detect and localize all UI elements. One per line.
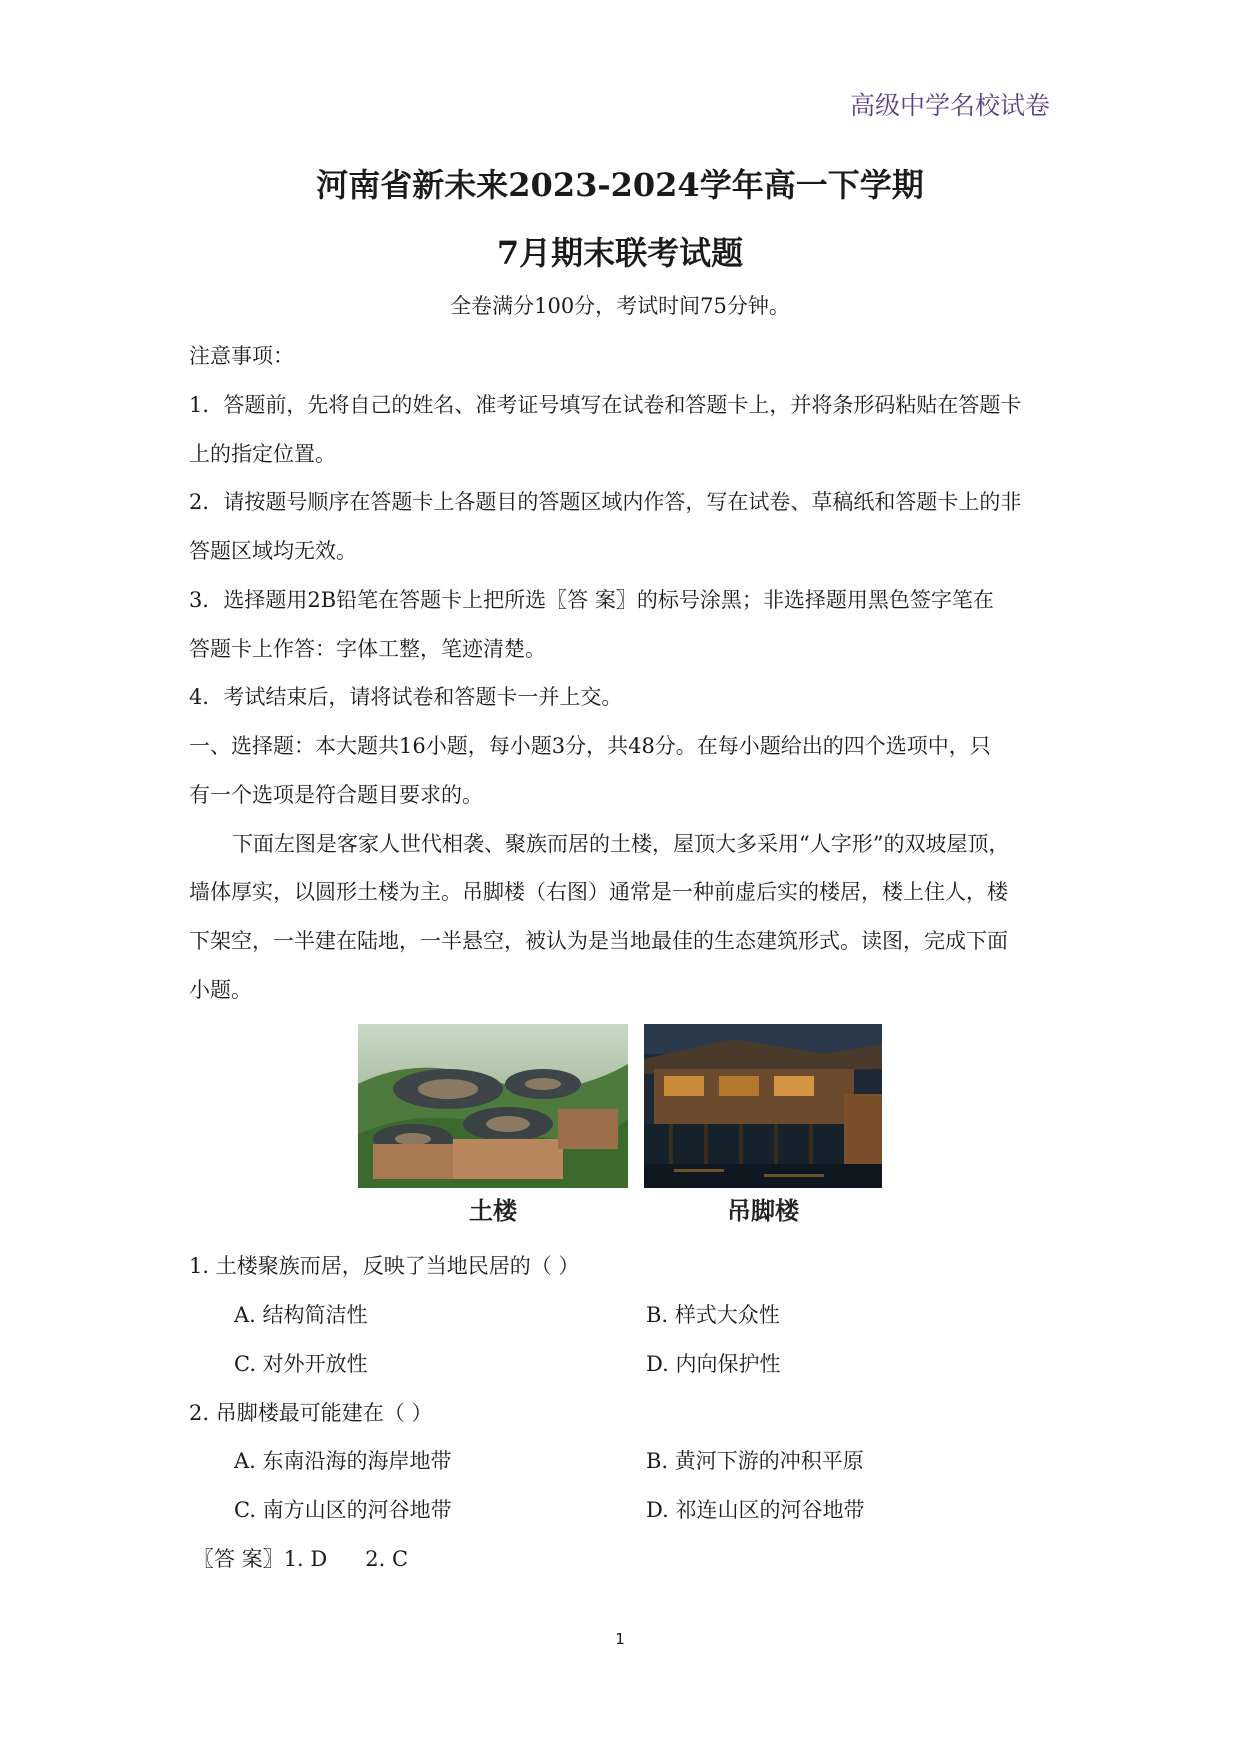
note-line: 上的指定位置。 [189, 442, 336, 466]
question-1-option-b: B. 样式大众性 [646, 1303, 780, 1327]
answer-line [193, 1543, 446, 1573]
notes-heading: 注意事项： [189, 344, 294, 368]
passage-line: 墙体厚实，以圆形土楼为主。吊脚楼（右图）通常是一种前虚后实的楼居，楼上住人，楼 [189, 880, 1008, 904]
question-2-option-c: C. 南方山区的河谷地带 [234, 1498, 452, 1522]
answer-2: 2. C [365, 1547, 409, 1571]
page-number: 1 [615, 1630, 625, 1648]
note-line: 答题卡上作答：字体工整，笔迹清楚。 [189, 637, 546, 661]
note-line: 3．选择题用2B铅笔在答题卡上把所选〖答 案〗的标号涂黑；非选择题用黑色签字笔在 [189, 588, 994, 612]
exam-subtitle: 全卷满分100分，考试时间75分钟。 [450, 294, 790, 318]
figure [358, 1024, 883, 1224]
note-line: 1．答题前，先将自己的姓名、准考证号填写在试卷和答题卡上，并将条形码粘贴在答题卡 [189, 393, 1022, 417]
question-1-stem: 1. 土楼聚族而居，反映了当地民居的（ ） [189, 1254, 580, 1278]
question-2-option-a: A. 东南沿海的海岸地带 [234, 1449, 452, 1473]
header-tag: 高级中学名校试卷 [849, 91, 1050, 120]
question-2-option-b: B. 黄河下游的冲积平原 [646, 1449, 864, 1473]
tulou-caption: 土楼 [469, 1197, 517, 1225]
note-line: 2．请按题号顺序在答题卡上各题目的答题区域内作答，写在试卷、草稿纸和答题卡上的非 [189, 490, 1022, 514]
exam-title-line2: 7月期末联考试题 [496, 234, 744, 272]
question-1-option-a: A. 结构简洁性 [234, 1303, 368, 1327]
answer-1: 1. D [283, 1547, 328, 1571]
answer-label: 〖答 案〗 [193, 1547, 284, 1571]
note-line: 4．考试结束后，请将试卷和答题卡一并上交。 [189, 685, 623, 709]
exam-title-line1: 河南省新未来2023-2024学年高一下学期 [316, 166, 924, 204]
passage-line: 下架空，一半建在陆地，一半悬空，被认为是当地最佳的生态建筑形式。读图，完成下面 [189, 929, 1008, 953]
diaojiaolou-photo [644, 1024, 882, 1188]
question-2-stem: 2. 吊脚楼最可能建在（ ） [189, 1401, 433, 1425]
question-1-option-d: D. 内向保护性 [646, 1352, 781, 1376]
passage-line: 小题。 [189, 978, 252, 1002]
section-heading-line: 一、选择题：本大题共16小题，每小题3分，共48分。在每小题给出的四个选项中，只 [189, 734, 991, 758]
diaojiaolou-caption: 吊脚楼 [727, 1197, 799, 1225]
passage-line: 下面左图是客家人世代相袭、聚族而居的土楼，屋顶大多采用“人字形”的双坡屋顶， [232, 832, 1010, 856]
question-1-option-c: C. 对外开放性 [234, 1352, 368, 1376]
tulou-photo [358, 1024, 628, 1188]
section-heading-line: 有一个选项是符合题目要求的。 [189, 783, 483, 807]
note-line: 答题区域均无效。 [189, 539, 357, 563]
question-2-option-d: D. 祁连山区的河谷地带 [646, 1498, 865, 1522]
